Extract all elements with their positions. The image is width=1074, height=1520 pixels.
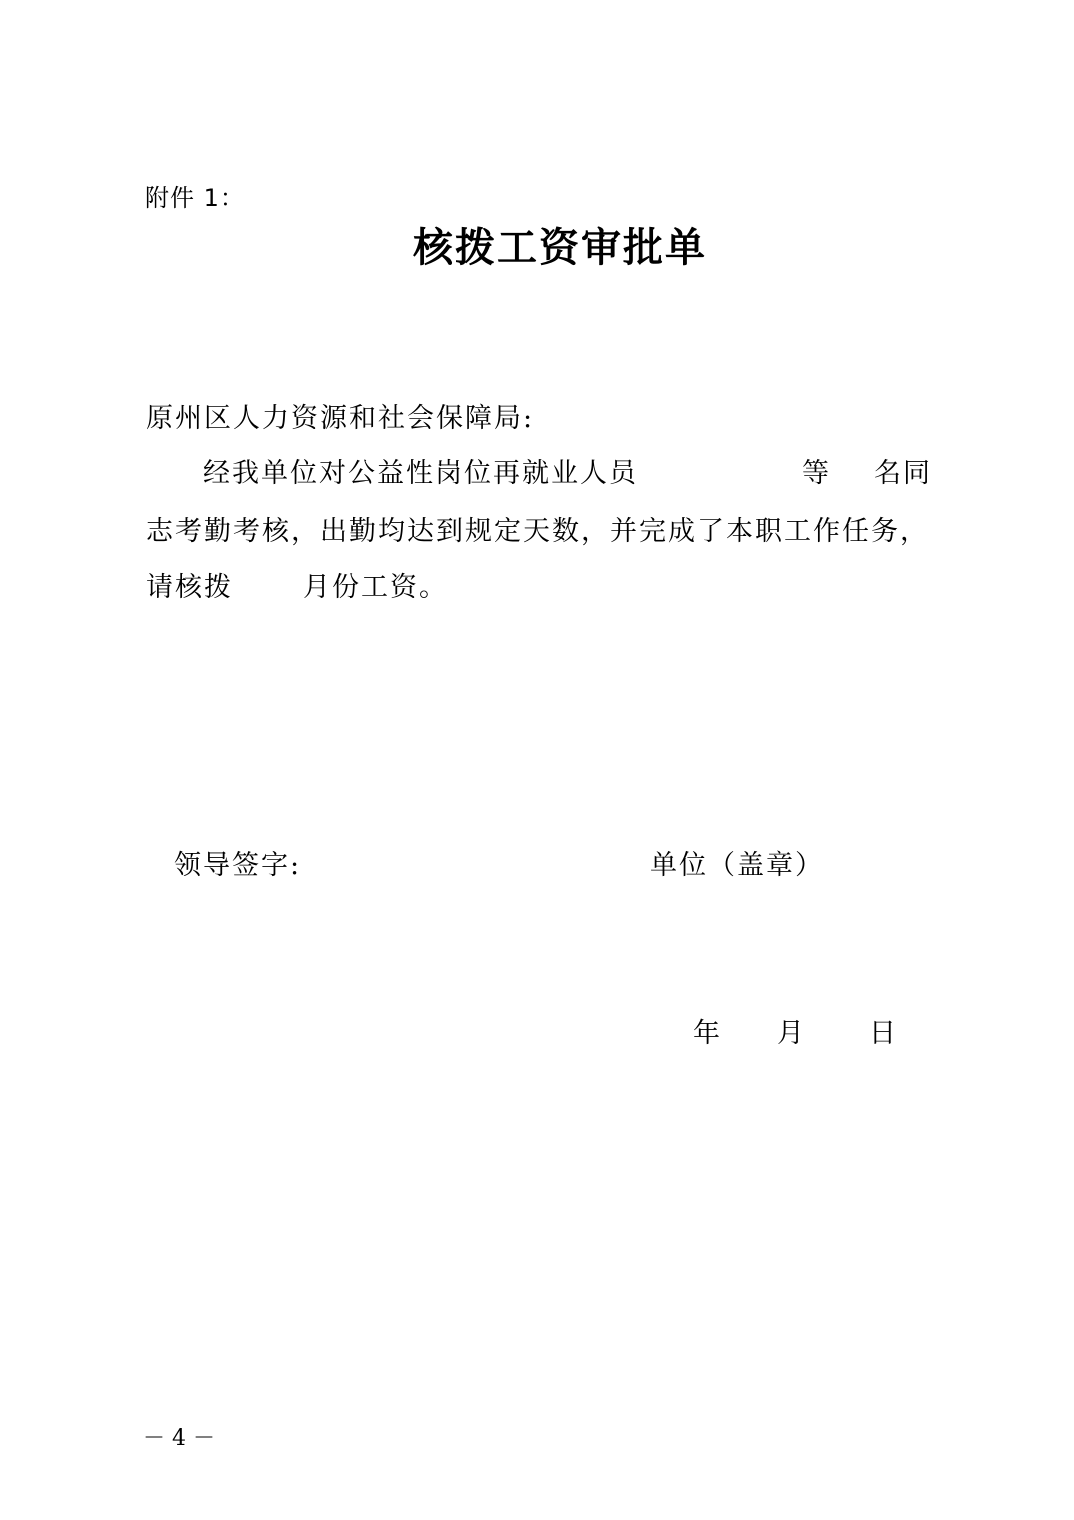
paragraph-line-1-deng: 等 bbox=[802, 458, 831, 489]
leader-signature-label: 领导签字: bbox=[174, 850, 302, 881]
paragraph-line-1-ming: 名同 bbox=[874, 458, 932, 489]
date-year-label: 年 bbox=[693, 1018, 722, 1049]
recipient-line: 原州区人力资源和社会保障局: bbox=[146, 403, 535, 434]
date-month-label: 月 bbox=[777, 1018, 806, 1049]
paragraph-line-1: 经我单位对公益性岗位再就业人员 bbox=[203, 458, 638, 489]
attachment-label: 附件 1： bbox=[145, 184, 245, 212]
paragraph-line-3-prefix: 请核拨 bbox=[146, 572, 233, 603]
paragraph-line-3-suffix: 月份工资。 bbox=[303, 572, 448, 603]
page-number: － 4 － bbox=[143, 1426, 215, 1451]
date-day-label: 日 bbox=[869, 1018, 898, 1049]
paragraph-line-2: 志考勤考核，出勤均达到规定天数，并完成了本职工作任务， bbox=[146, 516, 929, 547]
unit-seal-label: 单位（盖章） bbox=[650, 850, 824, 881]
page-title: 核拨工资审批单 bbox=[413, 224, 707, 271]
